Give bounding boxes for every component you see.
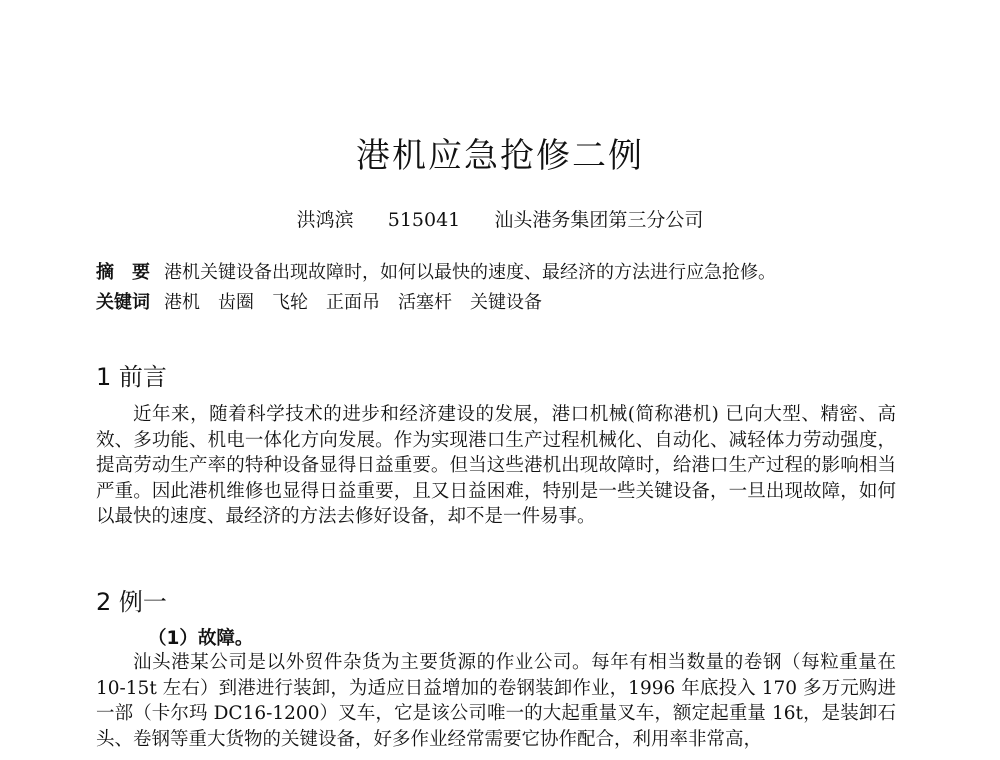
abstract-row (96, 258, 916, 288)
author-line (0, 205, 1000, 232)
paper-title: 港机应急抢修二例 (356, 136, 644, 176)
section-2-paragraph: 汕头港某公司是以外贸件杂货为主要货源的作业公司。每年有相当数量的卷钢（每粒重量在 10-15t 左右）到港进行装卸，为适应日益增加的卷钢装卸作业，1996 年底投入 170 多万元购进一部（卡尔玛 DC16-1200）叉车，它是该公司唯一的大起重量叉车，额定起重量 16t，是装卸石头、卷钢等重大货物的关键设备，好多作业经常需要它协作配合，利用率非常高， (96, 652, 896, 750)
section-heading-2: 2 例一 (96, 588, 167, 616)
abstract-label: 摘 要 (96, 262, 150, 283)
keyword: 正面吊 (326, 292, 380, 313)
subsection-heading-fault: （1）故障。 (148, 628, 254, 649)
section-heading-1: 1 前言 (96, 363, 167, 391)
keyword: 港机 (164, 292, 200, 313)
author-name: 洪鸿滨 (296, 209, 354, 231)
section-1-paragraph: 近年来，随着科学技术的进步和经济建设的发展，港口机械(简称港机) 已向大型、精密、高效、多功能、机电一体化方向发展。作为实现港口生产过程机械化、自动化、减轻体力劳动强度，提高劳动生产率的特种设备显得日益重要。但当这些港机出现故障时，给港口生产过程的影响相当严重。因此港机维修也显得日益重要，且又日益困难，特别是一些关键设备，一旦出现故障，如何以最快的速度、最经济的方法去修好设备，却不是一件易事。 (96, 404, 896, 527)
abstract-text: 港机关键设备出现故障时，如何以最快的速度、最经济的方法进行应急抢修。 (164, 262, 776, 283)
keywords-label: 关键词 (96, 292, 150, 313)
author-affiliation: 汕头港务集团第三分公司 (494, 209, 704, 231)
author-postcode: 515041 (387, 209, 461, 231)
keyword: 活塞杆 (398, 292, 452, 313)
keywords-row (96, 288, 916, 318)
keyword: 飞轮 (272, 292, 308, 313)
abstract-block (96, 258, 916, 318)
keyword: 关键设备 (470, 292, 542, 313)
keyword: 齿圈 (218, 292, 254, 313)
